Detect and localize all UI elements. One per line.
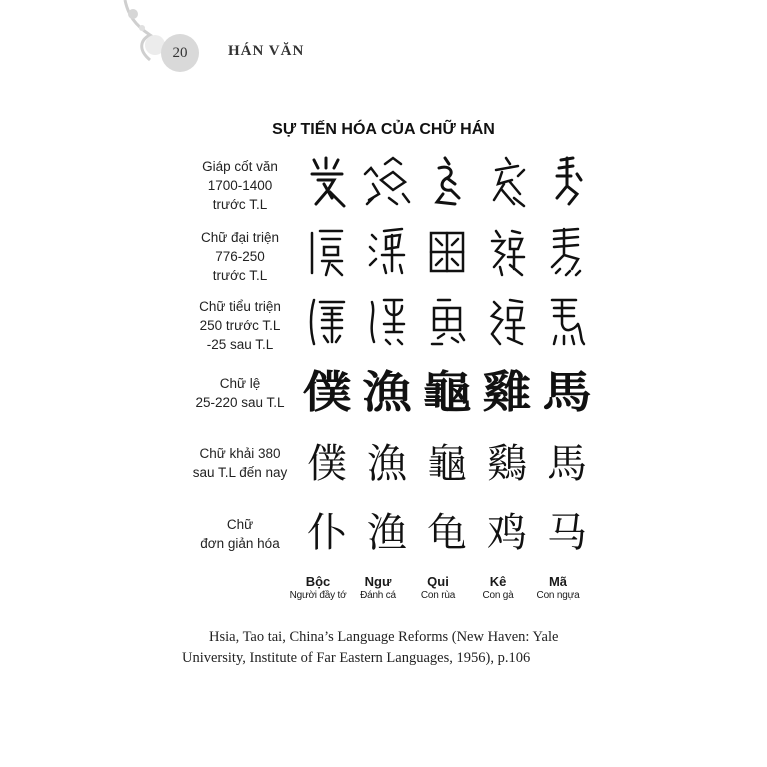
small-seal-glyph-boc bbox=[295, 294, 359, 350]
legend-pinyin: Qui bbox=[427, 574, 449, 589]
legend-meaning: Người đầy tớ bbox=[289, 590, 347, 601]
regular-glyph-qui: 龜 bbox=[427, 441, 467, 487]
large-seal-glyph-ma bbox=[535, 225, 599, 281]
row-regular bbox=[170, 436, 600, 496]
simplified-glyph-ma: 马 bbox=[547, 510, 587, 556]
simplified-glyph-boc: 仆 bbox=[307, 510, 347, 556]
simplified-glyph-ngu: 渔 bbox=[367, 510, 407, 556]
simplified-glyph-qui: 龟 bbox=[427, 510, 467, 556]
row-label: Chữ tiểu triện 250 trước T.L -25 sau T.L bbox=[199, 299, 281, 352]
page-number: 20 bbox=[161, 34, 199, 72]
legend-meaning: Con ngựa bbox=[536, 590, 580, 601]
clerical-glyph-boc: 僕 bbox=[302, 367, 352, 418]
chart-title: SỰ TIẾN HÓA CỦA CHỮ HÁN bbox=[272, 121, 495, 138]
row-label: Chữ đại triện 776-250 trước T.L bbox=[200, 230, 280, 283]
row-label: Chữ lệ 25-220 sau T.L bbox=[195, 376, 285, 410]
clerical-glyph-ngu: 漁 bbox=[362, 367, 412, 418]
legend-meaning: Con gà bbox=[482, 590, 514, 601]
small-seal-glyph-qui bbox=[415, 294, 479, 350]
small-seal-glyph-ngu bbox=[355, 294, 419, 350]
legend-item-ma bbox=[518, 574, 598, 601]
oracle-glyph-ngu bbox=[355, 154, 419, 210]
small-seal-glyph-ke bbox=[475, 294, 539, 350]
row-clerical bbox=[170, 363, 600, 423]
row-label: Chữ đơn giản hóa bbox=[200, 517, 280, 551]
clerical-glyph-qui: 龜 bbox=[422, 367, 472, 418]
clerical-glyph-ke: 雞 bbox=[482, 367, 532, 418]
oracle-glyph-boc bbox=[295, 154, 359, 210]
clerical-glyph-ma: 馬 bbox=[542, 367, 592, 418]
small-seal-glyph-ma bbox=[535, 294, 599, 350]
oracle-glyph-ke bbox=[475, 154, 539, 210]
citation-line-1: Hsia, Tao tai, China’s Language Reforms (New Haven: Yale bbox=[209, 629, 559, 645]
large-seal-glyph-ke bbox=[475, 225, 539, 281]
regular-glyph-ngu: 漁 bbox=[367, 441, 407, 487]
large-seal-glyph-ngu bbox=[355, 225, 419, 281]
legend-pinyin: Kê bbox=[489, 574, 507, 589]
legend-pinyin: Ngư bbox=[364, 574, 392, 589]
legend-pinyin: Bộc bbox=[305, 574, 331, 589]
large-seal-glyph-boc bbox=[295, 225, 359, 281]
oracle-glyph-ma bbox=[535, 154, 599, 210]
legend-meaning: Đánh cá bbox=[360, 590, 396, 601]
oracle-glyph-qui bbox=[415, 154, 479, 210]
row-label: Chữ khải 380 sau T.L đến nay bbox=[192, 446, 288, 480]
simplified-glyph-ke: 鸡 bbox=[487, 510, 527, 556]
regular-glyph-ma: 馬 bbox=[547, 441, 587, 487]
row-small-seal bbox=[170, 294, 600, 354]
running-head: HÁN VĂN bbox=[228, 43, 305, 59]
citation-line-2: University, Institute of Far Eastern Languages, 1956), p.106 bbox=[182, 650, 531, 666]
large-seal-glyph-qui bbox=[415, 225, 479, 281]
citation bbox=[182, 627, 602, 669]
regular-glyph-ke: 鷄 bbox=[487, 441, 527, 487]
row-simplified bbox=[170, 505, 600, 565]
legend-pinyin: Mã bbox=[548, 574, 568, 589]
regular-glyph-boc: 僕 bbox=[307, 441, 347, 487]
row-oracle-bone bbox=[170, 154, 600, 214]
row-label: Giáp cốt văn 1700-1400 trước T.L bbox=[202, 159, 278, 212]
row-large-seal bbox=[170, 225, 600, 285]
legend-meaning: Con rùa bbox=[420, 590, 456, 601]
